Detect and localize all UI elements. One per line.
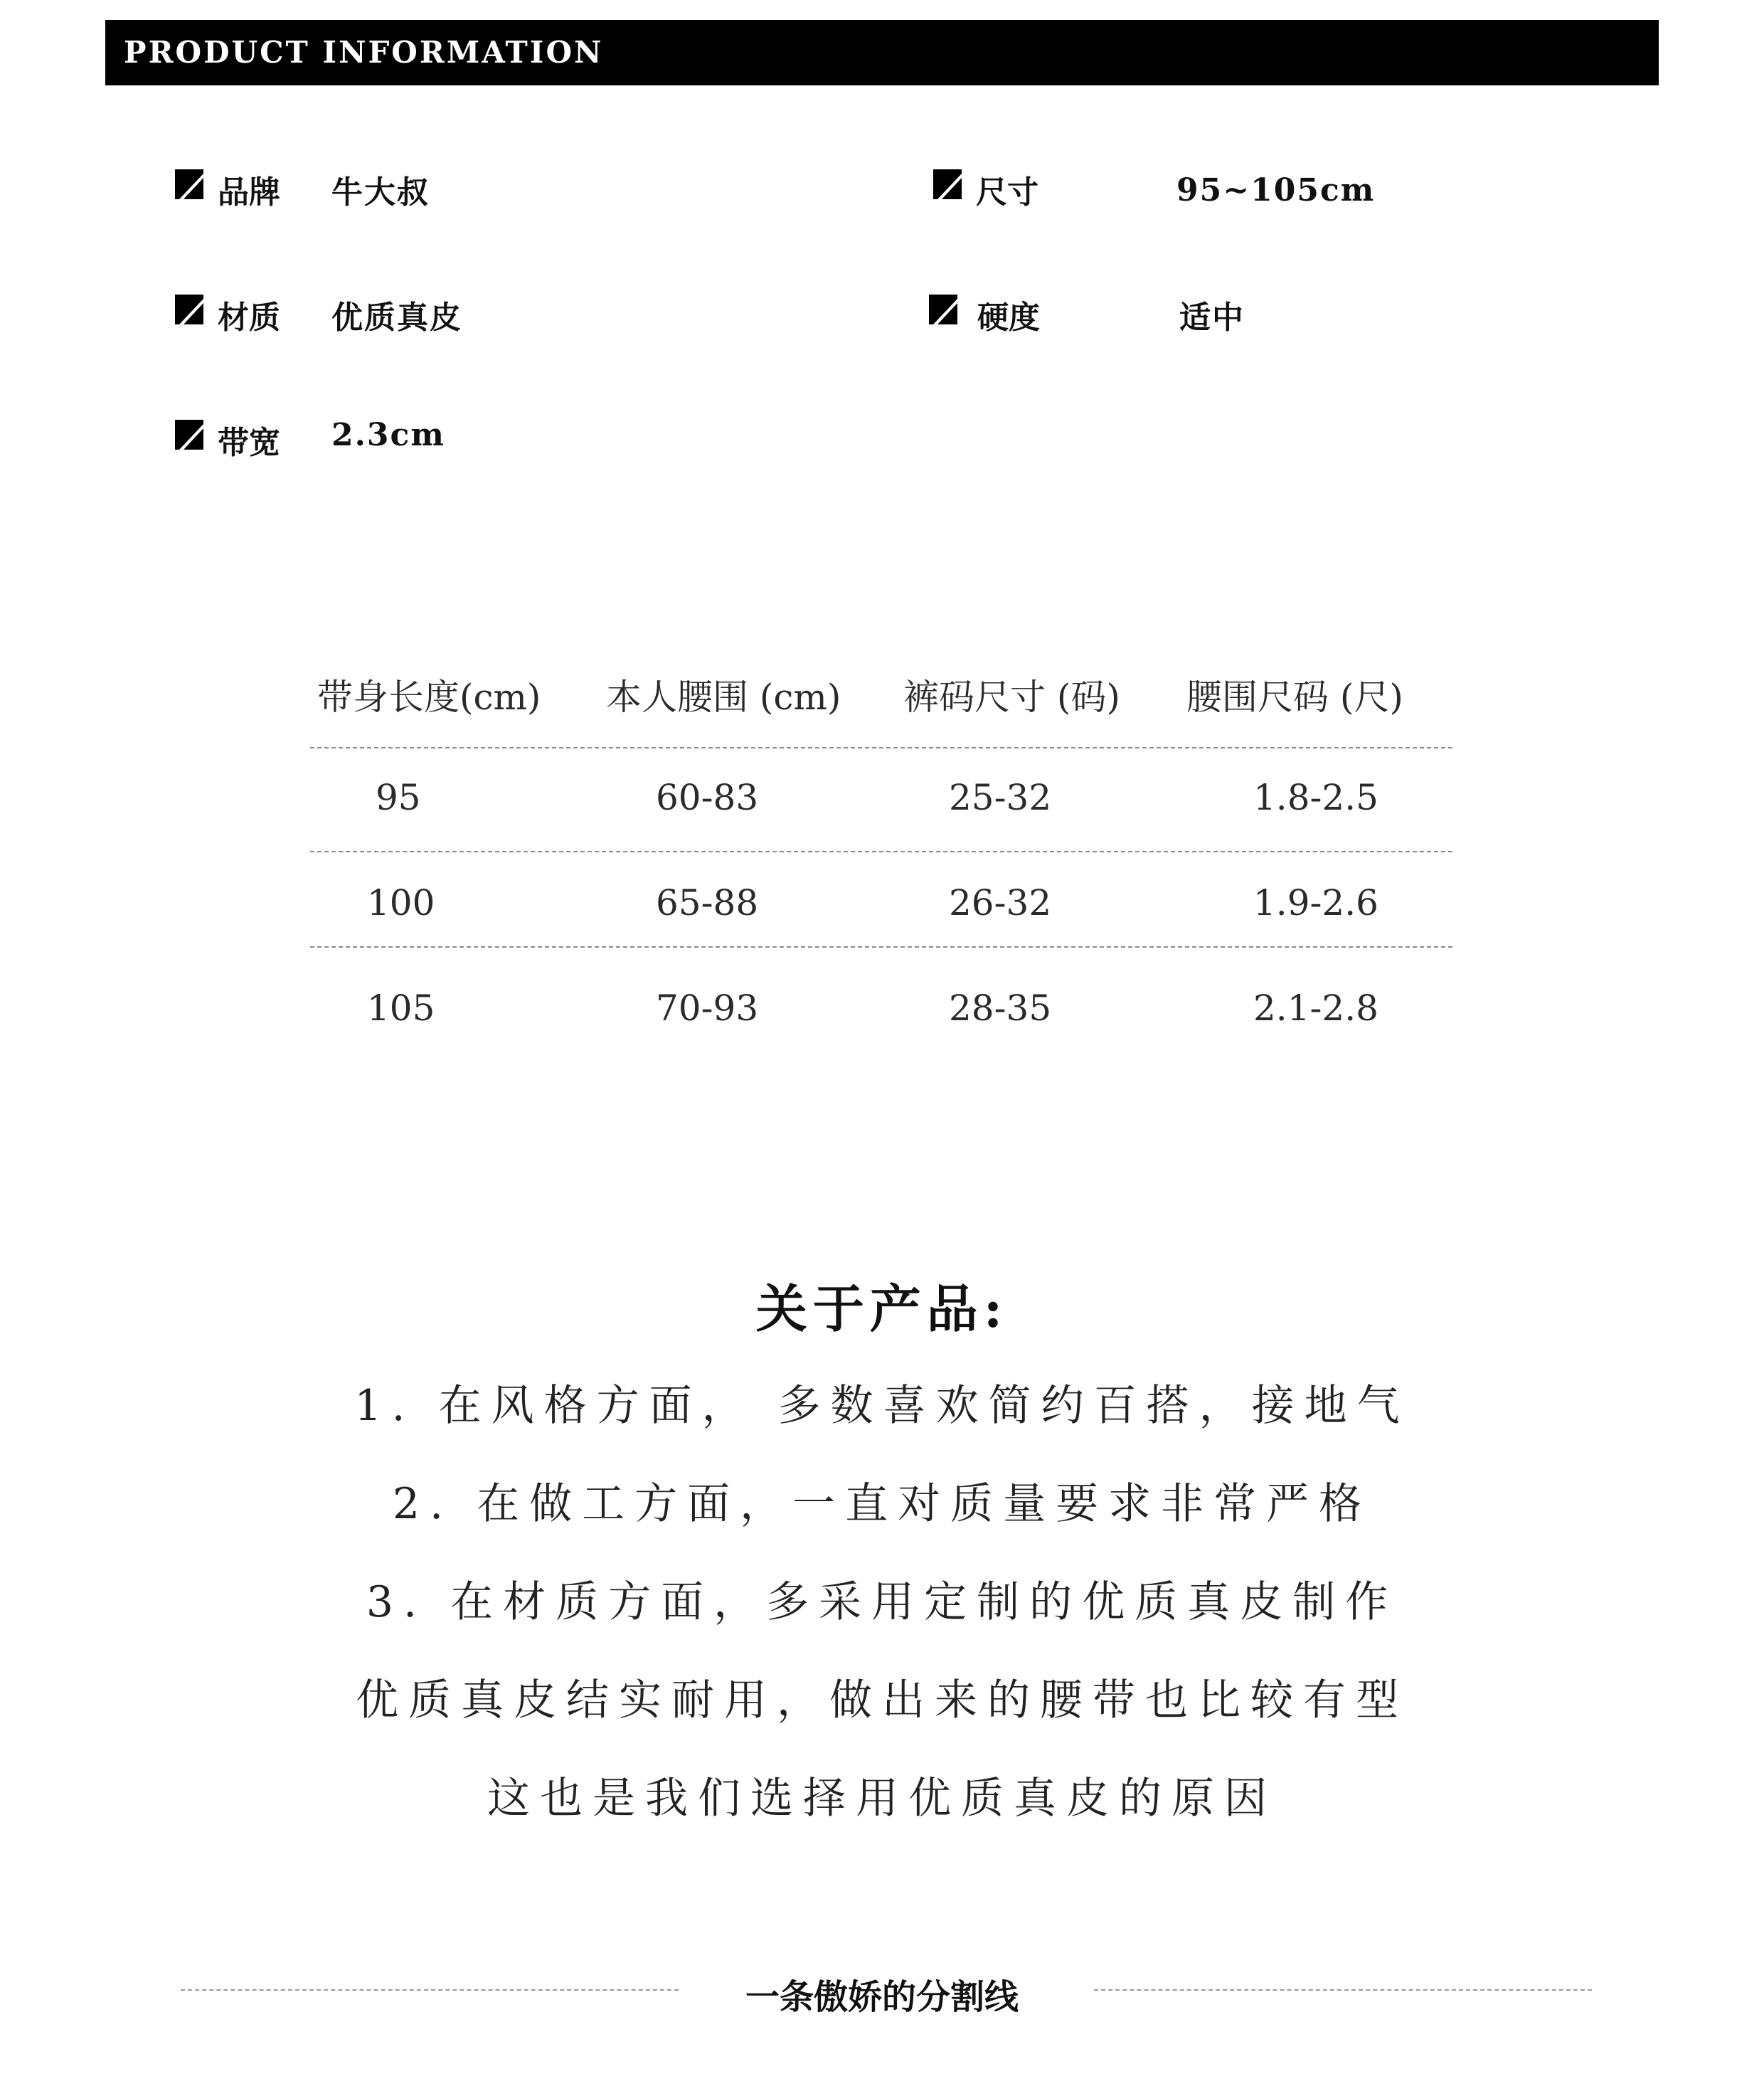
- about-line: 3. 在材质方面，多采用定制的优质真皮制作: [366, 1577, 1398, 1627]
- table-cell: 60-83: [656, 777, 759, 818]
- header-bar: [105, 20, 1659, 85]
- table-cell: 1.9-2.6: [1253, 882, 1378, 923]
- table-cell: 70-93: [656, 988, 759, 1029]
- attribute-size: [933, 168, 1431, 211]
- table-cell: 105: [367, 988, 435, 1029]
- table-cell: 65-88: [656, 882, 759, 923]
- about-line: 2. 在做工方面，一直对质量要求非常严格: [392, 1479, 1372, 1529]
- table-cell: 95: [376, 777, 421, 818]
- check-square-icon: [929, 293, 957, 326]
- attribute-value: 95~105cm: [1176, 172, 1376, 208]
- attribute-hardness: [929, 293, 1427, 336]
- check-square-icon: [175, 418, 203, 451]
- divider-dashes-right: [1094, 1989, 1592, 1991]
- row-divider: [310, 747, 1452, 748]
- check-square-icon: [933, 168, 962, 201]
- attribute-brand: [175, 168, 602, 211]
- about-line: 这也是我们选择用优质真皮的原因: [487, 1774, 1277, 1823]
- attribute-label: 带宽: [218, 425, 280, 461]
- table-cell: 26-32: [949, 882, 1052, 923]
- table-header: 本人腰围 (cm): [606, 677, 841, 718]
- table-header: 带身长度(cm): [317, 677, 541, 718]
- attribute-value: 牛大叔: [331, 174, 430, 211]
- attribute-value: 优质真皮: [331, 300, 462, 336]
- row-divider: [310, 851, 1452, 852]
- attribute-material: [175, 293, 602, 336]
- table-cell: 1.8-2.5: [1253, 777, 1378, 818]
- attribute-label: 品牌: [218, 174, 280, 211]
- attribute-label: 材质: [218, 300, 280, 336]
- about-title: 关于产品:: [755, 1278, 1009, 1339]
- about-line: 1. 在风格方面， 多数喜欢简约百搭，接地气: [354, 1381, 1410, 1431]
- check-square-icon: [175, 293, 203, 326]
- table-header: 腰围尺码 (尺): [1186, 677, 1403, 718]
- table-cell: 2.1-2.8: [1253, 988, 1378, 1029]
- table-cell: 100: [367, 882, 435, 923]
- attribute-label: 硬度: [977, 300, 1040, 336]
- table-cell: 28-35: [949, 988, 1052, 1029]
- table-cell: 25-32: [949, 777, 1052, 818]
- attribute-value: 2.3cm: [331, 417, 445, 453]
- attribute-label: 尺寸: [976, 174, 1038, 211]
- about-line: 优质真皮结实耐用，做出来的腰带也比较有型: [356, 1675, 1408, 1725]
- divider-text: 一条傲娇的分割线: [745, 1977, 1019, 2017]
- attribute-width: [175, 418, 602, 461]
- check-square-icon: [175, 168, 203, 201]
- row-divider: [310, 946, 1452, 948]
- table-header: 裤码尺寸 (码): [903, 677, 1120, 718]
- attribute-value: 适中: [1179, 300, 1245, 336]
- header-title: PRODUCT INFORMATION: [124, 35, 604, 70]
